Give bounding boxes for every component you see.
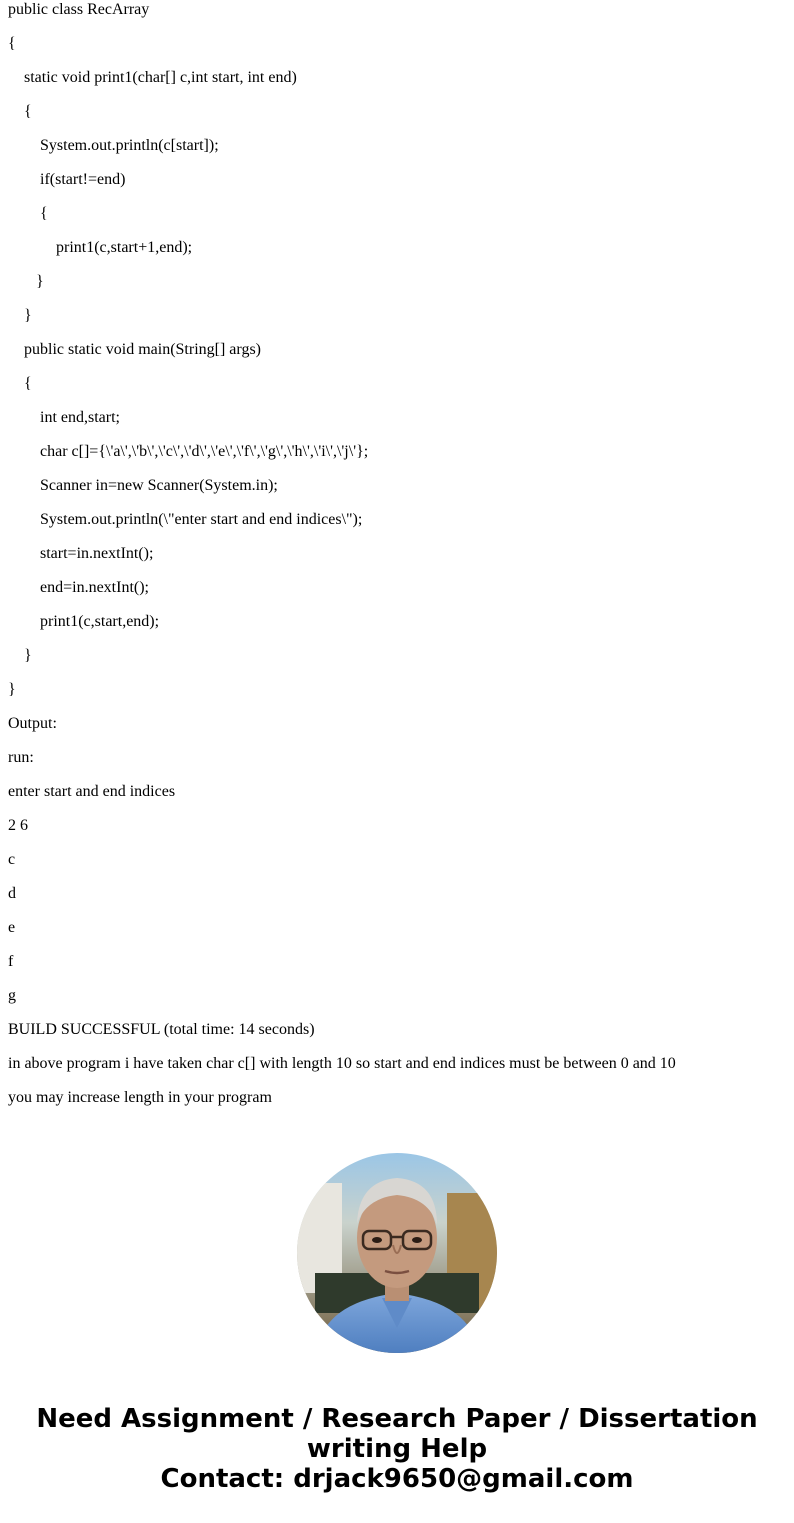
code-line: if(start!=end) <box>8 171 126 188</box>
author-photo-icon <box>297 1153 497 1353</box>
code-line: } <box>8 273 44 290</box>
document-body <box>8 0 788 1122</box>
output-line: c <box>8 851 16 868</box>
output-line: run: <box>8 749 34 766</box>
explanation-line: in above program i have taken char c[] with length 10 so start and end indices must be between 0 and 10 <box>8 1055 676 1072</box>
code-line: } <box>8 647 32 664</box>
code-line: Scanner in=new Scanner(System.in); <box>8 477 278 494</box>
code-line: start=in.nextInt(); <box>8 545 154 562</box>
output-heading: Output: <box>8 715 57 732</box>
output-line: f <box>8 953 14 970</box>
output-line: d <box>8 885 16 902</box>
code-line: public class RecArray <box>8 1 150 18</box>
code-line: { <box>8 375 32 392</box>
contact-banner <box>0 1404 794 1494</box>
code-line: end=in.nextInt(); <box>8 579 149 596</box>
banner-subheadline: writing Help <box>306 1434 488 1464</box>
code-line: } <box>8 681 16 698</box>
output-line: g <box>8 987 16 1004</box>
code-line: } <box>8 307 32 324</box>
explanation-line: you may increase length in your program <box>8 1089 272 1106</box>
author-avatar <box>297 1153 497 1353</box>
output-line: e <box>8 919 16 936</box>
code-line: static void print1(char[] c,int start, int end) <box>8 69 297 86</box>
code-line: { <box>8 103 32 120</box>
code-line: { <box>8 35 16 52</box>
code-line: public static void main(String[] args) <box>8 341 261 358</box>
output-line: BUILD SUCCESSFUL (total time: 14 seconds) <box>8 1021 315 1038</box>
code-line: { <box>8 205 48 222</box>
output-line: 2 6 <box>8 817 28 834</box>
code-line: print1(c,start+1,end); <box>8 239 193 256</box>
code-line: int end,start; <box>8 409 120 426</box>
banner-headline: Need Assignment / Research Paper / Dissertation <box>36 1404 758 1434</box>
code-line: System.out.println(c[start]); <box>8 137 219 154</box>
output-line: enter start and end indices <box>8 783 176 800</box>
code-line: System.out.println(\"enter start and end indices\"); <box>8 511 363 528</box>
contact-email[interactable]: Contact: drjack9650@gmail.com <box>160 1464 634 1494</box>
code-line: print1(c,start,end); <box>8 613 160 630</box>
code-line: char c[]={\'a\',\'b\',\'c\',\'d\',\'e\',\'f\',\'g\',\'h\',\'i\',\'j\'}; <box>8 443 369 460</box>
